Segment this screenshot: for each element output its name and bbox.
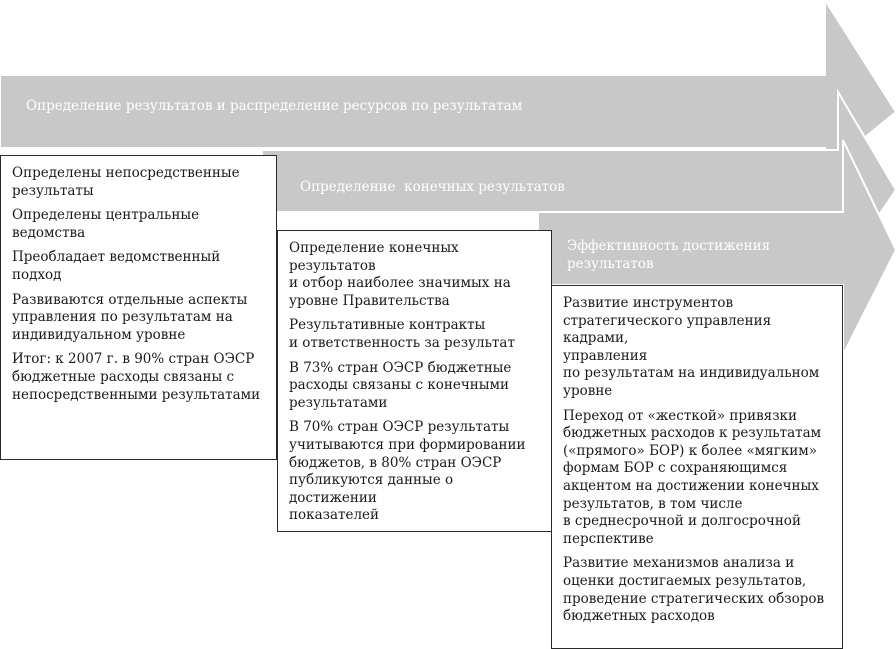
stage-2-box	[277, 230, 552, 532]
stage-3-item: Развитие инструментов стратегического управления кадрами, управления по результатам на индивидуальном уровне	[563, 295, 820, 399]
stage-1-label: Определение результатов и распределение ресурсов по результатам	[26, 98, 523, 114]
stage-3-box	[551, 285, 843, 649]
stage-2-item: В 70% стран ОЭСР результаты учитываются при формировании бюджетов, в 80% стран ОЭСР публикуются данные о достижении показателей	[289, 419, 526, 524]
stage-1-item: Определены центральные ведомства	[12, 207, 200, 241]
stage-1-item: Определены непосредственные результаты	[12, 165, 240, 199]
stage-1-item: Преобладает ведомственный подход	[12, 249, 221, 283]
stage-3-item: Переход от «жесткой» привязки бюджетных расходов к результатам («прямого» БОР) к более «мягким» формам БОР с сохраняющимся акцентом на достижении конечных результатов, в том числе в среднесрочной и долгосрочной перспективе	[563, 407, 822, 547]
stage-3-item: Развитие механизмов анализа и оценки достигаемых результатов, проведение стратегических обзоров бюджетных расходов	[563, 555, 825, 625]
stage-2-item: Определение конечных результатов и отбор наиболее значимых на уровне Правительства	[289, 240, 511, 309]
stage-2-label: Определение конечных результатов	[300, 179, 565, 195]
stage-1-item: Развиваются отдельные аспекты управления по результатам на индивидуальном уровне	[12, 291, 248, 343]
stage-1-box	[0, 155, 277, 460]
stage-1-item: Итог: к 2007 г. в 90% стран ОЭСР бюджетные расходы связаны с непосредственными результатами	[12, 351, 261, 403]
stage-3-label: Эффективность достижения результатов	[567, 238, 771, 272]
arrow-stage-1	[0, 0, 896, 170]
stage-2-item: В 73% стран ОЭСР бюджетные расходы связаны с конечными результатами	[289, 359, 512, 411]
stage-2-item: Результативные контракты и ответственность за результат	[289, 317, 515, 351]
